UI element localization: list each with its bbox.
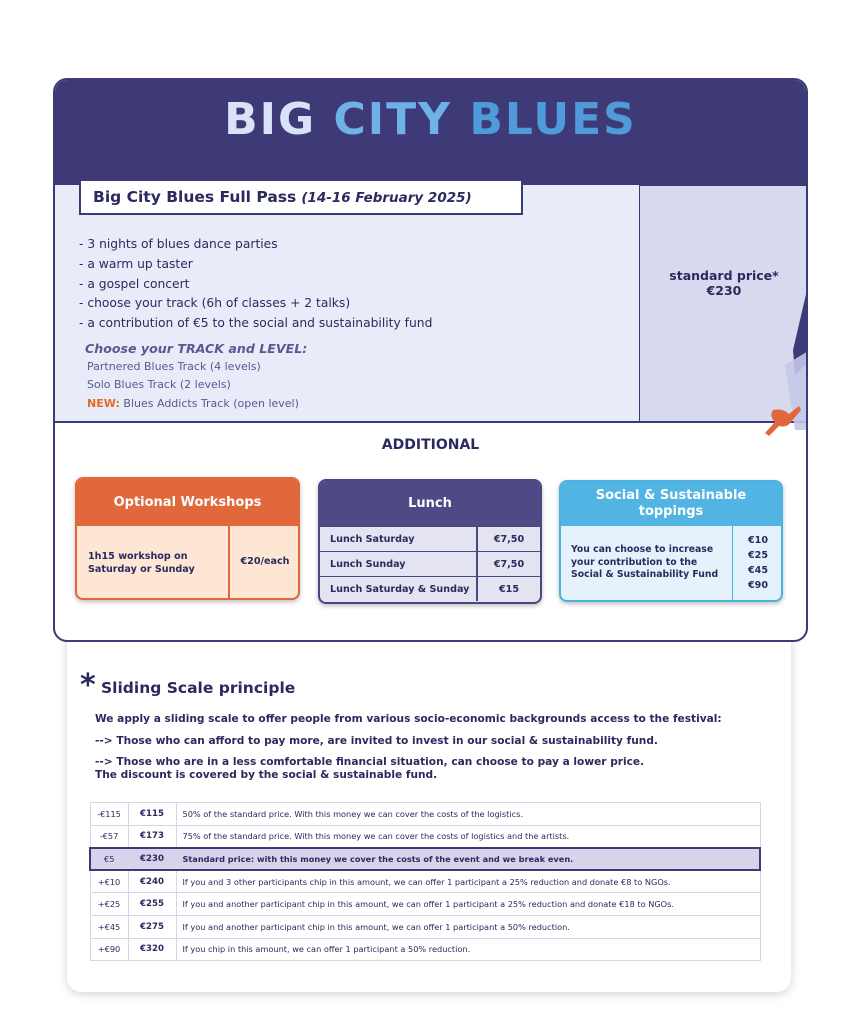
price-delta: +€25 — [90, 893, 128, 916]
track-item: Partnered Blues Track (4 levels) — [87, 360, 261, 373]
list-item: - a gospel concert — [79, 277, 190, 291]
workshops-title: Optional Workshops — [77, 479, 298, 526]
list-item: - a contribution of €5 to the social and sustainability fund — [79, 316, 433, 330]
lunch-row — [320, 551, 540, 576]
sliding-scale-title: Sliding Scale principle — [101, 679, 296, 697]
standard-price-value: €230 — [706, 283, 742, 298]
price-amount: €320 — [128, 938, 176, 961]
lunch-option-label: Lunch Saturday — [330, 533, 415, 545]
table-row — [90, 870, 760, 893]
lunch-option-label: Lunch Sunday — [330, 558, 406, 570]
additional-heading: ADDITIONAL — [381, 437, 480, 453]
standard-price-label: standard price* — [669, 268, 779, 283]
price-description: If you and another participant chip in this amount, we can offer 1 participant a 50% reduction. — [176, 915, 760, 938]
price-delta: €5 — [90, 848, 128, 871]
social-toppings-box — [559, 480, 783, 602]
price-description: Standard price: with this money we cover the costs of the event and we break even. — [176, 848, 760, 871]
workshops-price: €20/each — [240, 556, 290, 567]
track-heading: Choose your TRACK and LEVEL: — [85, 341, 308, 356]
dancer-illustration-icon — [735, 290, 808, 450]
sliding-scale-table — [89, 802, 761, 961]
table-row — [90, 825, 760, 848]
topping-value: €90 — [747, 580, 769, 591]
lunch-option-label: Lunch Saturday & Sunday — [330, 583, 470, 595]
lunch-box — [318, 479, 542, 604]
sliding-scale-line-pay-less: --> Those who are in a less comfortable financial situation, can choose to pay a lower price. — [95, 756, 645, 768]
pass-title-box — [79, 179, 523, 215]
table-row — [90, 803, 760, 826]
price-description: 75% of the standard price. With this money we can cover the costs of logistics and the artists. — [176, 825, 760, 848]
track-item-new — [87, 397, 299, 410]
topping-value: €45 — [747, 565, 769, 576]
price-delta: -€115 — [90, 803, 128, 826]
price-delta: +€10 — [90, 870, 128, 893]
sliding-scale-line-discount: The discount is covered by the social & sustainable fund. — [95, 769, 438, 781]
social-toppings-title: Social & Sustainable toppings — [561, 482, 781, 526]
price-amount: €115 — [128, 803, 176, 826]
new-track-label: Blues Addicts Track (open level) — [123, 397, 299, 410]
lunch-row — [320, 576, 540, 601]
full-pass-card — [53, 78, 808, 642]
price-description: If you and 3 other participants chip in this amount, we can offer 1 participant a 25% reduction and donate €8 to NGOs. — [176, 870, 760, 893]
table-row — [90, 915, 760, 938]
topping-value: €25 — [747, 550, 769, 561]
price-amount: €240 — [128, 870, 176, 893]
price-description: 50% of the standard price. With this money we can cover the costs of the logistics. — [176, 803, 760, 826]
table-row-standard — [90, 848, 760, 871]
price-description: If you and another participant chip in this amount, we can offer 1 participant a 25% reduction and donate €18 to NGOs. — [176, 893, 760, 916]
asterisk-mark: * — [80, 668, 96, 703]
price-amount: €230 — [128, 848, 176, 871]
logo-word: BLUES — [469, 94, 637, 145]
price-description: If you chip in this amount, we can offer 1 participant a 50% reduction. — [176, 938, 760, 961]
lunch-option-price: €7,50 — [476, 527, 540, 551]
sliding-scale-intro: We apply a sliding scale to offer people from various socio-economic backgrounds access to the festival: — [95, 713, 722, 725]
header-banner — [55, 80, 806, 187]
festival-logo — [55, 94, 806, 145]
optional-workshops-box — [75, 477, 300, 600]
lunch-title: Lunch — [320, 481, 540, 526]
social-toppings-description: You can choose to increase your contribution to the Social & Sustainability Fund — [571, 544, 719, 580]
price-delta: +€45 — [90, 915, 128, 938]
sliding-scale-line-pay-more: --> Those who can afford to pay more, are invited to invest in our social & sustainability fund. — [95, 735, 658, 747]
list-item: - 3 nights of blues dance parties — [79, 237, 278, 251]
lunch-option-price: €7,50 — [476, 552, 540, 576]
social-toppings-values — [733, 533, 783, 593]
lunch-option-price: €15 — [476, 577, 540, 601]
new-badge: NEW: — [87, 397, 120, 410]
pass-title: Big City Blues Full Pass — [93, 188, 297, 206]
logo-word: BIG — [224, 94, 317, 145]
table-row — [90, 938, 760, 961]
list-item: - a warm up taster — [79, 257, 193, 271]
table-row — [90, 893, 760, 916]
price-amount: €275 — [128, 915, 176, 938]
topping-value: €10 — [747, 535, 769, 546]
price-delta: +€90 — [90, 938, 128, 961]
lunch-row — [320, 526, 540, 551]
list-item: - choose your track (6h of classes + 2 talks) — [79, 296, 351, 310]
price-amount: €173 — [128, 825, 176, 848]
track-item: Solo Blues Track (2 levels) — [87, 378, 231, 391]
logo-word: CITY — [333, 94, 453, 145]
workshops-description: 1h15 workshop on Saturday or Sunday — [88, 551, 195, 575]
pass-dates: (14-16 February 2025) — [301, 190, 472, 206]
price-amount: €255 — [128, 893, 176, 916]
price-delta: -€57 — [90, 825, 128, 848]
